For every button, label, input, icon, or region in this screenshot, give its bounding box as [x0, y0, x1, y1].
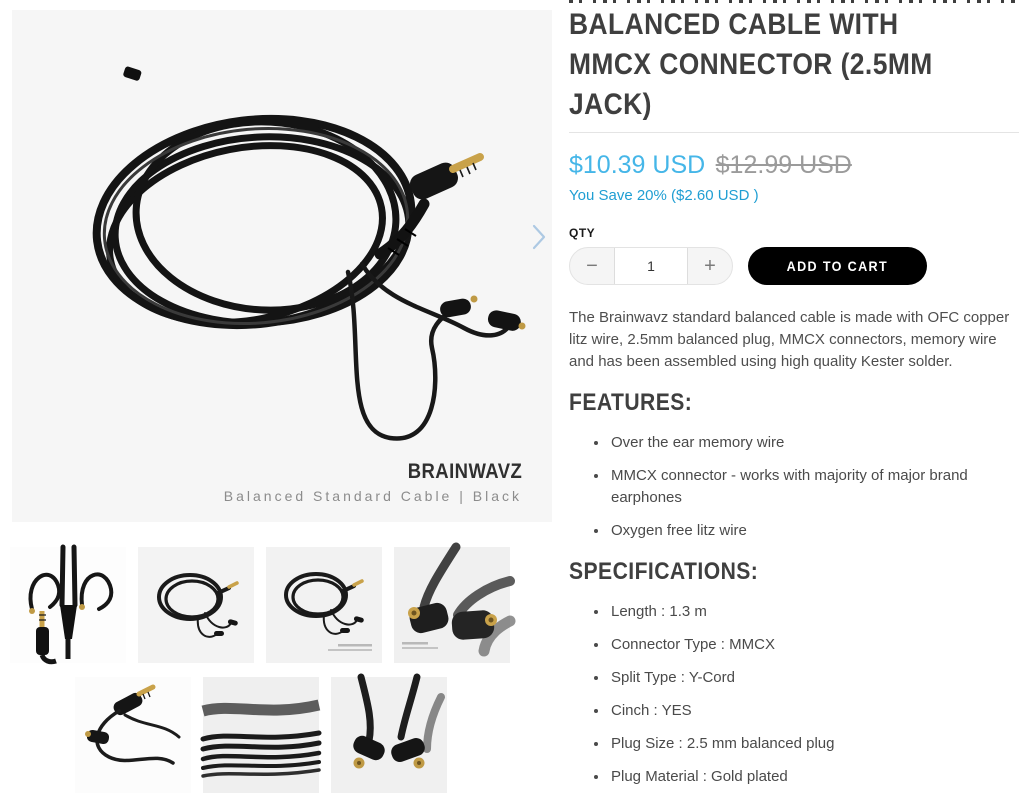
features-list	[569, 432, 1019, 542]
thumbnail-row-2	[75, 677, 447, 793]
minus-icon: −	[586, 255, 598, 277]
product-main-image[interactable]	[12, 10, 552, 522]
specification-item: • Connector Type : MMCX	[609, 634, 1019, 656]
feature-item: • MMCX connector - works with majority of major brand earphones	[609, 465, 1019, 509]
quantity-stepper	[569, 247, 733, 285]
carousel-next-button[interactable]	[528, 222, 550, 252]
specification-item: • Split Type : Y-Cord	[609, 667, 1019, 689]
thumbnail-7-image	[331, 677, 447, 793]
specification-item: • Plug Material : Gold plated	[609, 766, 1019, 788]
thumbnail-7-two-connectors[interactable]	[331, 677, 447, 793]
original-price: $12.99 USD	[715, 151, 852, 179]
thumbnail-1-memory-wire-earhooks[interactable]	[10, 547, 126, 663]
savings-text: You Save 20% ($2.60 USD )	[569, 187, 759, 204]
feature-item: • Oxygen free litz wire	[609, 520, 1019, 542]
specification-item: • Length : 1.3 m	[609, 601, 1019, 623]
product-title: BALANCED CABLE WITH MMCX CONNECTOR (2.5MM JACK)	[569, 8, 933, 121]
chevron-right-icon	[532, 224, 546, 250]
specifications-list	[569, 601, 1019, 788]
price-row	[569, 148, 1019, 186]
current-price: $10.39 USD	[569, 151, 706, 179]
thumbnail-3-image	[266, 547, 382, 663]
brand-name: BRAINWAVZ	[407, 460, 522, 483]
thumbnail-5-plug-closeup[interactable]	[75, 677, 191, 793]
thumbnail-6-braid-macro[interactable]	[203, 677, 319, 793]
specification-item: • Cinch : YES	[609, 700, 1019, 722]
thumbnail-2-coiled-cable[interactable]	[138, 547, 254, 663]
thumbnail-4-image	[394, 547, 510, 663]
product-description: The Brainwavz standard balanced cable is made with OFC copper litz wire, 2.5mm balanced plug, MMCX connectors, memory wire and has been assembled using high quality Kester solder.	[569, 309, 1010, 370]
specification-item: • Plug Size : 2.5 mm balanced plug	[609, 733, 1019, 755]
add-to-cart-label: ADD TO CART	[786, 258, 889, 274]
thumbnail-4-mmcx-macro[interactable]	[394, 547, 510, 663]
thumbnail-row-1	[10, 547, 510, 663]
features-heading: FEATURES:	[569, 389, 693, 416]
thumbnail-3-coiled-cable-branded[interactable]	[266, 547, 382, 663]
purchase-controls	[569, 247, 1019, 285]
product-photo-cable-coil	[12, 10, 552, 522]
brand-caption: Balanced Standard Cable | Black	[223, 488, 522, 504]
specifications-heading: SPECIFICATIONS:	[569, 558, 759, 585]
feature-item: • Over the ear memory wire	[609, 432, 1019, 454]
thumbnail-5-image	[75, 677, 191, 793]
thumbnail-1-image	[10, 547, 126, 663]
add-to-cart-button[interactable]	[748, 247, 927, 285]
decrease-quantity-button[interactable]	[570, 248, 614, 284]
increase-quantity-button[interactable]	[688, 248, 732, 284]
quantity-input[interactable]	[614, 248, 688, 284]
clipped-text-remnant	[569, 0, 1015, 3]
product-details-panel	[569, 0, 1019, 799]
thumbnail-6-image	[203, 677, 319, 793]
title-divider	[569, 132, 1019, 133]
thumbnail-2-image	[138, 547, 254, 663]
plus-icon: +	[704, 255, 716, 277]
quantity-label: QTY	[569, 226, 596, 240]
